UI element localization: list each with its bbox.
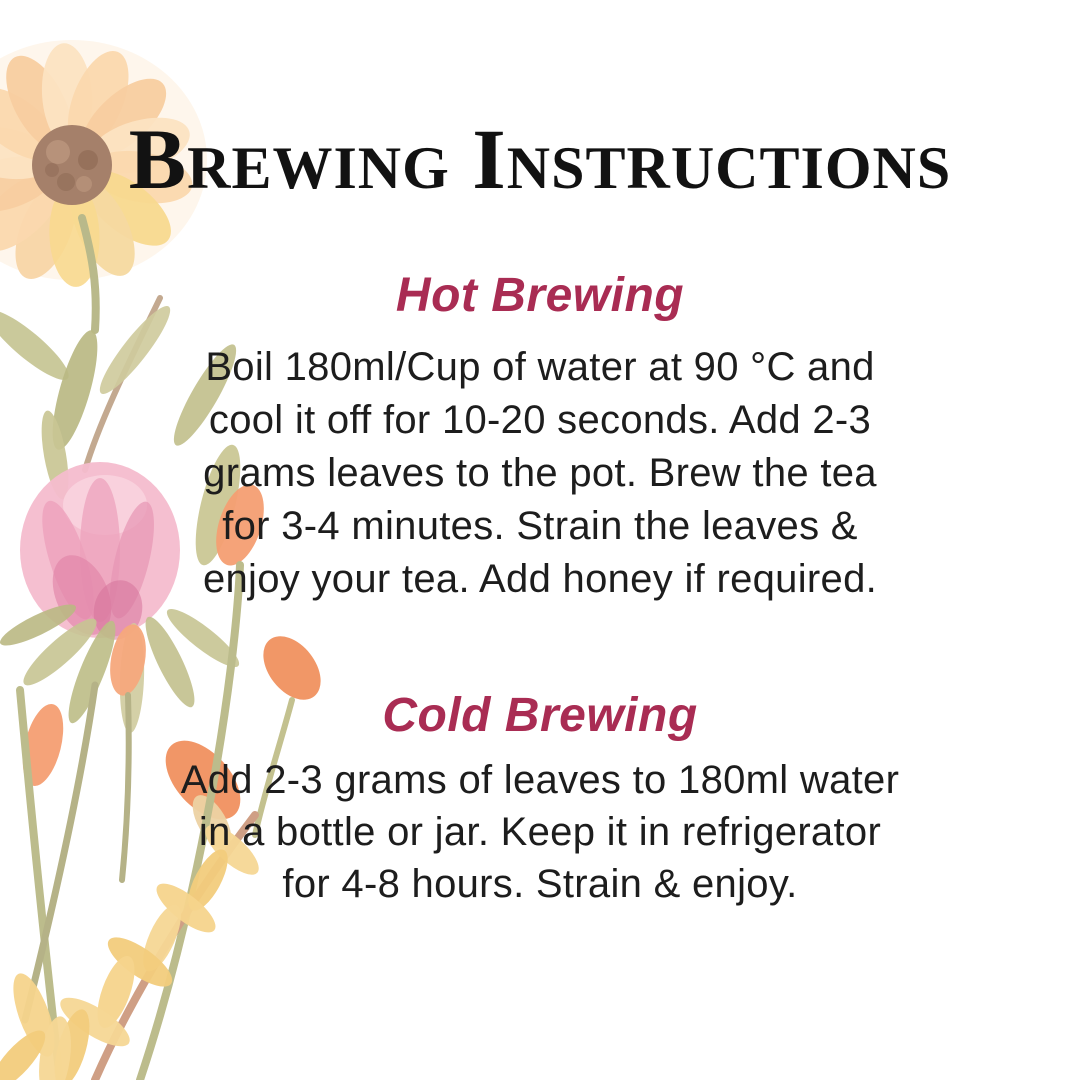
hot-brewing-text (0, 341, 1080, 606)
hot-brewing-line: grams leaves to the pot. Brew the tea (203, 451, 877, 495)
cold-brewing-text (0, 754, 1080, 910)
hot-brewing-heading: Hot Brewing (395, 269, 685, 322)
hot-brewing-line: cool it off for 10-20 seconds. Add 2-3 (208, 398, 872, 442)
hot-brewing-line: enjoy your tea. Add honey if required. (202, 557, 878, 601)
cold-brewing-line: in a bottle or jar. Keep it in refrigerator (198, 810, 882, 854)
hot-brewing-line: Boil 180ml/Cup of water at 90 °C and (205, 345, 875, 389)
cold-brewing-line: for 4-8 hours. Strain & enjoy. (282, 862, 798, 906)
cold-brewing-heading: Cold Brewing (382, 689, 698, 742)
hot-brewing-line: for 3-4 minutes. Strain the leaves & (222, 504, 858, 548)
page-title: Brewing Instructions (128, 111, 952, 207)
cold-brewing-line: Add 2-3 grams of leaves to 180ml water (180, 758, 900, 802)
